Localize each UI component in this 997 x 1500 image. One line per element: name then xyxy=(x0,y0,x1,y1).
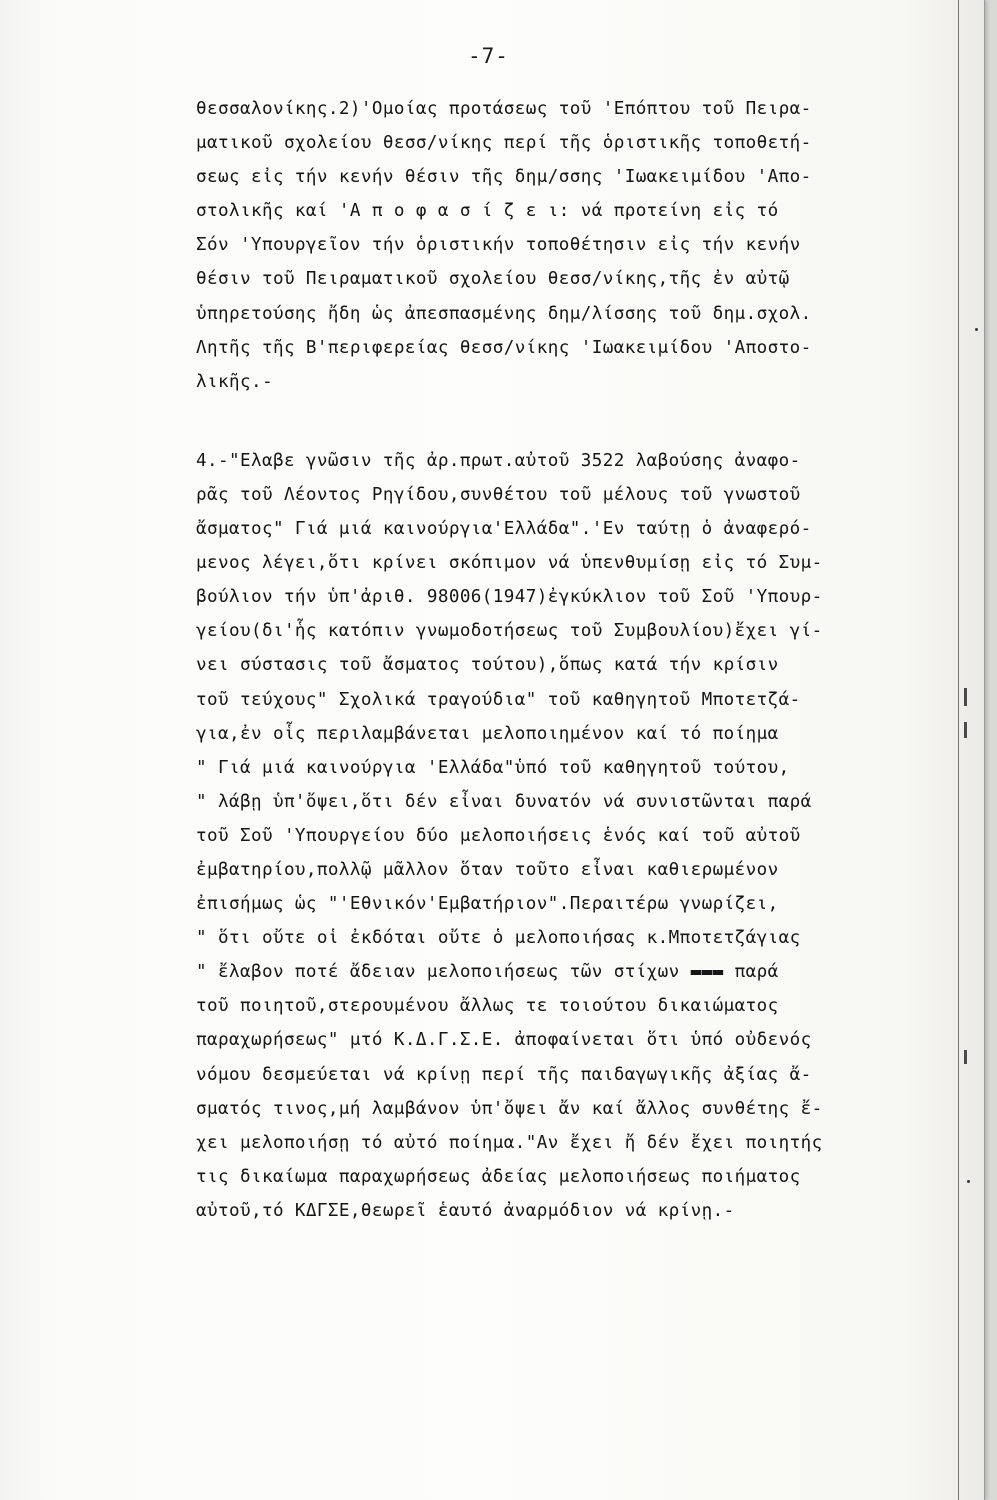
margin-mark xyxy=(964,1050,967,1064)
text-line: νόμου δεσμεύεται νά κρίνῃ περί τῆς παιδαγωγικῆς ἀξίας ἄ- xyxy=(196,1064,812,1085)
page-edge-line xyxy=(958,0,959,1500)
text-line: ἐπισήμως ὡς "'Εθνικόν'Εμβατήριον".Περαιτέρω γνωρίζει, xyxy=(196,894,779,915)
typed-body xyxy=(196,92,956,1228)
text-line: χει μελοποιήσῃ τό αὐτό ποίημα."Αν ἔχει ἤ δέν ἔχει ποιητής xyxy=(196,1132,823,1153)
text-line: ὑπηρετούσης ἤδη ὡς ἀπεσπασμένης δημ/λίσσης τοῦ δημ.σχολ. xyxy=(196,303,812,324)
text-line: μενος λέγει,ὅτι κρίνει σκόπιμον νά ὑπενθυμίσῃ εἰς τό Συμ- xyxy=(196,553,823,574)
text-line: ἐμβατηρίου,πολλῷ μᾶλλον ὅταν τοῦτο εἶναι καθιερωμένον xyxy=(196,859,779,880)
text-line: σματός τινος,μή λαμβάνον ὑπ'ὄψει ἄν καί ἄλλος συνθέτης ἔ- xyxy=(196,1098,823,1119)
text-line: 4.-"Ελαβε γνῶσιν τῆς ἀρ.πρωτ.αὐτοῦ 3522 λαβούσης ἀναφο- xyxy=(196,450,801,471)
text-line: " λάβῃ ὑπ'ὄψει,ὅτι δέν εἶναι δυνατόν νά συνιστῶνται παρά xyxy=(196,791,812,812)
margin-dot xyxy=(967,1180,970,1183)
text-line: τις δικαίωμα παραχωρήσεως ἀδείας μελοποιήσεως ποιήματος xyxy=(196,1166,801,1187)
text-line: για,ἐν οἷς περιλαμβάνεται μελοποιημένον καί τό ποίημα xyxy=(196,723,779,744)
text-line: τοῦ τεύχους" Σχολικά τραγούδια" τοῦ καθηγητοῦ Μποτετζά- xyxy=(196,689,801,710)
text-line: παραχωρήσεως" μτό Κ.Δ.Γ.Σ.Ε. ἀποφαίνεται ὅτι ὑπό οὐδενός xyxy=(196,1030,812,1051)
text-line: θέσιν τοῦ Πειραματικοῦ σχολείου θεσσ/νίκης,τῆς ἐν αὐτῷ xyxy=(196,269,790,290)
margin-mark xyxy=(964,688,967,706)
text-line: λικῆς.- xyxy=(196,371,273,392)
text-line: στολικῆς καί 'Α π ο φ α σ ί ζ ε ι: νά προτείνη εἰς τό xyxy=(196,201,779,222)
text-line: νει σύστασις τοῦ ἄσματος τούτου),ὅπως κατά τήν κρίσιν xyxy=(196,655,779,676)
text-line: τοῦ Σοῦ 'Υπουργείου δύο μελοποιήσεις ἑνός καί τοῦ αὐτοῦ xyxy=(196,825,801,846)
paragraph-gap xyxy=(196,399,956,444)
text-line: ματικοῦ σχολείου θεσσ/νίκης περί τῆς ὁριστικῆς τοποθετή- xyxy=(196,133,812,154)
page-number: -7- xyxy=(468,44,509,68)
margin-dot xyxy=(975,328,978,331)
text-line: αὐτοῦ,τό ΚΔΓΣΕ,θεωρεῖ ἑαυτό ἀναρμόδιον νά κρίνῃ.- xyxy=(196,1200,735,1221)
text-line: ρᾶς τοῦ Λέοντος Ρηγίδου,συνθέτου τοῦ μέλους τοῦ γνωστοῦ xyxy=(196,484,801,505)
text-line: " Γιά μιά καινούργια 'Ελλάδα"ὑπό τοῦ καθηγητοῦ τούτου, xyxy=(196,757,790,778)
page-edge-shadow xyxy=(984,0,985,1500)
text-line: γείου(δι'ἧς κατόπιν γνωμοδοτήσεως τοῦ Συμβουλίου)ἔχει γί- xyxy=(196,621,823,642)
text-line: ἄσματος" Γιά μιά καινούργια'Ελλάδα".'Εν ταύτῃ ὁ ἀναφερό- xyxy=(196,519,812,540)
text-line: Σόν 'Υπουργεῖον τήν ὁριστικήν τοποθέτησιν εἰς τήν κενήν xyxy=(196,235,801,256)
margin-mark xyxy=(964,722,967,738)
text-line: σεως εἰς τήν κενήν θέσιν τῆς δημ/σσης 'Ιωακειμίδου 'Απο- xyxy=(196,167,812,188)
text-line: βούλιον τήν ὑπ'ἀριθ. 98006(1947)ἐγκύκλιον τοῦ Σοῦ 'Υπουρ- xyxy=(196,587,823,608)
text-line: τοῦ ποιητοῦ,στερουμένου ἄλλως τε τοιούτου δικαιώματος xyxy=(196,996,779,1017)
text-line: " ἔλαβον ποτέ ἄδειαν μελοποιήσεως τῶν στίχων ▬▬▬ παρά xyxy=(196,962,779,983)
text-line: θεσσαλονίκης.2)'Ομοίας προτάσεως τοῦ 'Επόπτου τοῦ Πειρα- xyxy=(196,99,812,119)
text-line: " ὅτι οὔτε οἱ ἐκδόται οὔτε ὁ μελοποιήσας κ.Μποτετζάγιας xyxy=(196,928,801,949)
text-line: Λητῆς τῆς Β'περιφερείας θεσσ/νίκης 'Ιωακειμίδου 'Αποστο- xyxy=(196,337,812,358)
